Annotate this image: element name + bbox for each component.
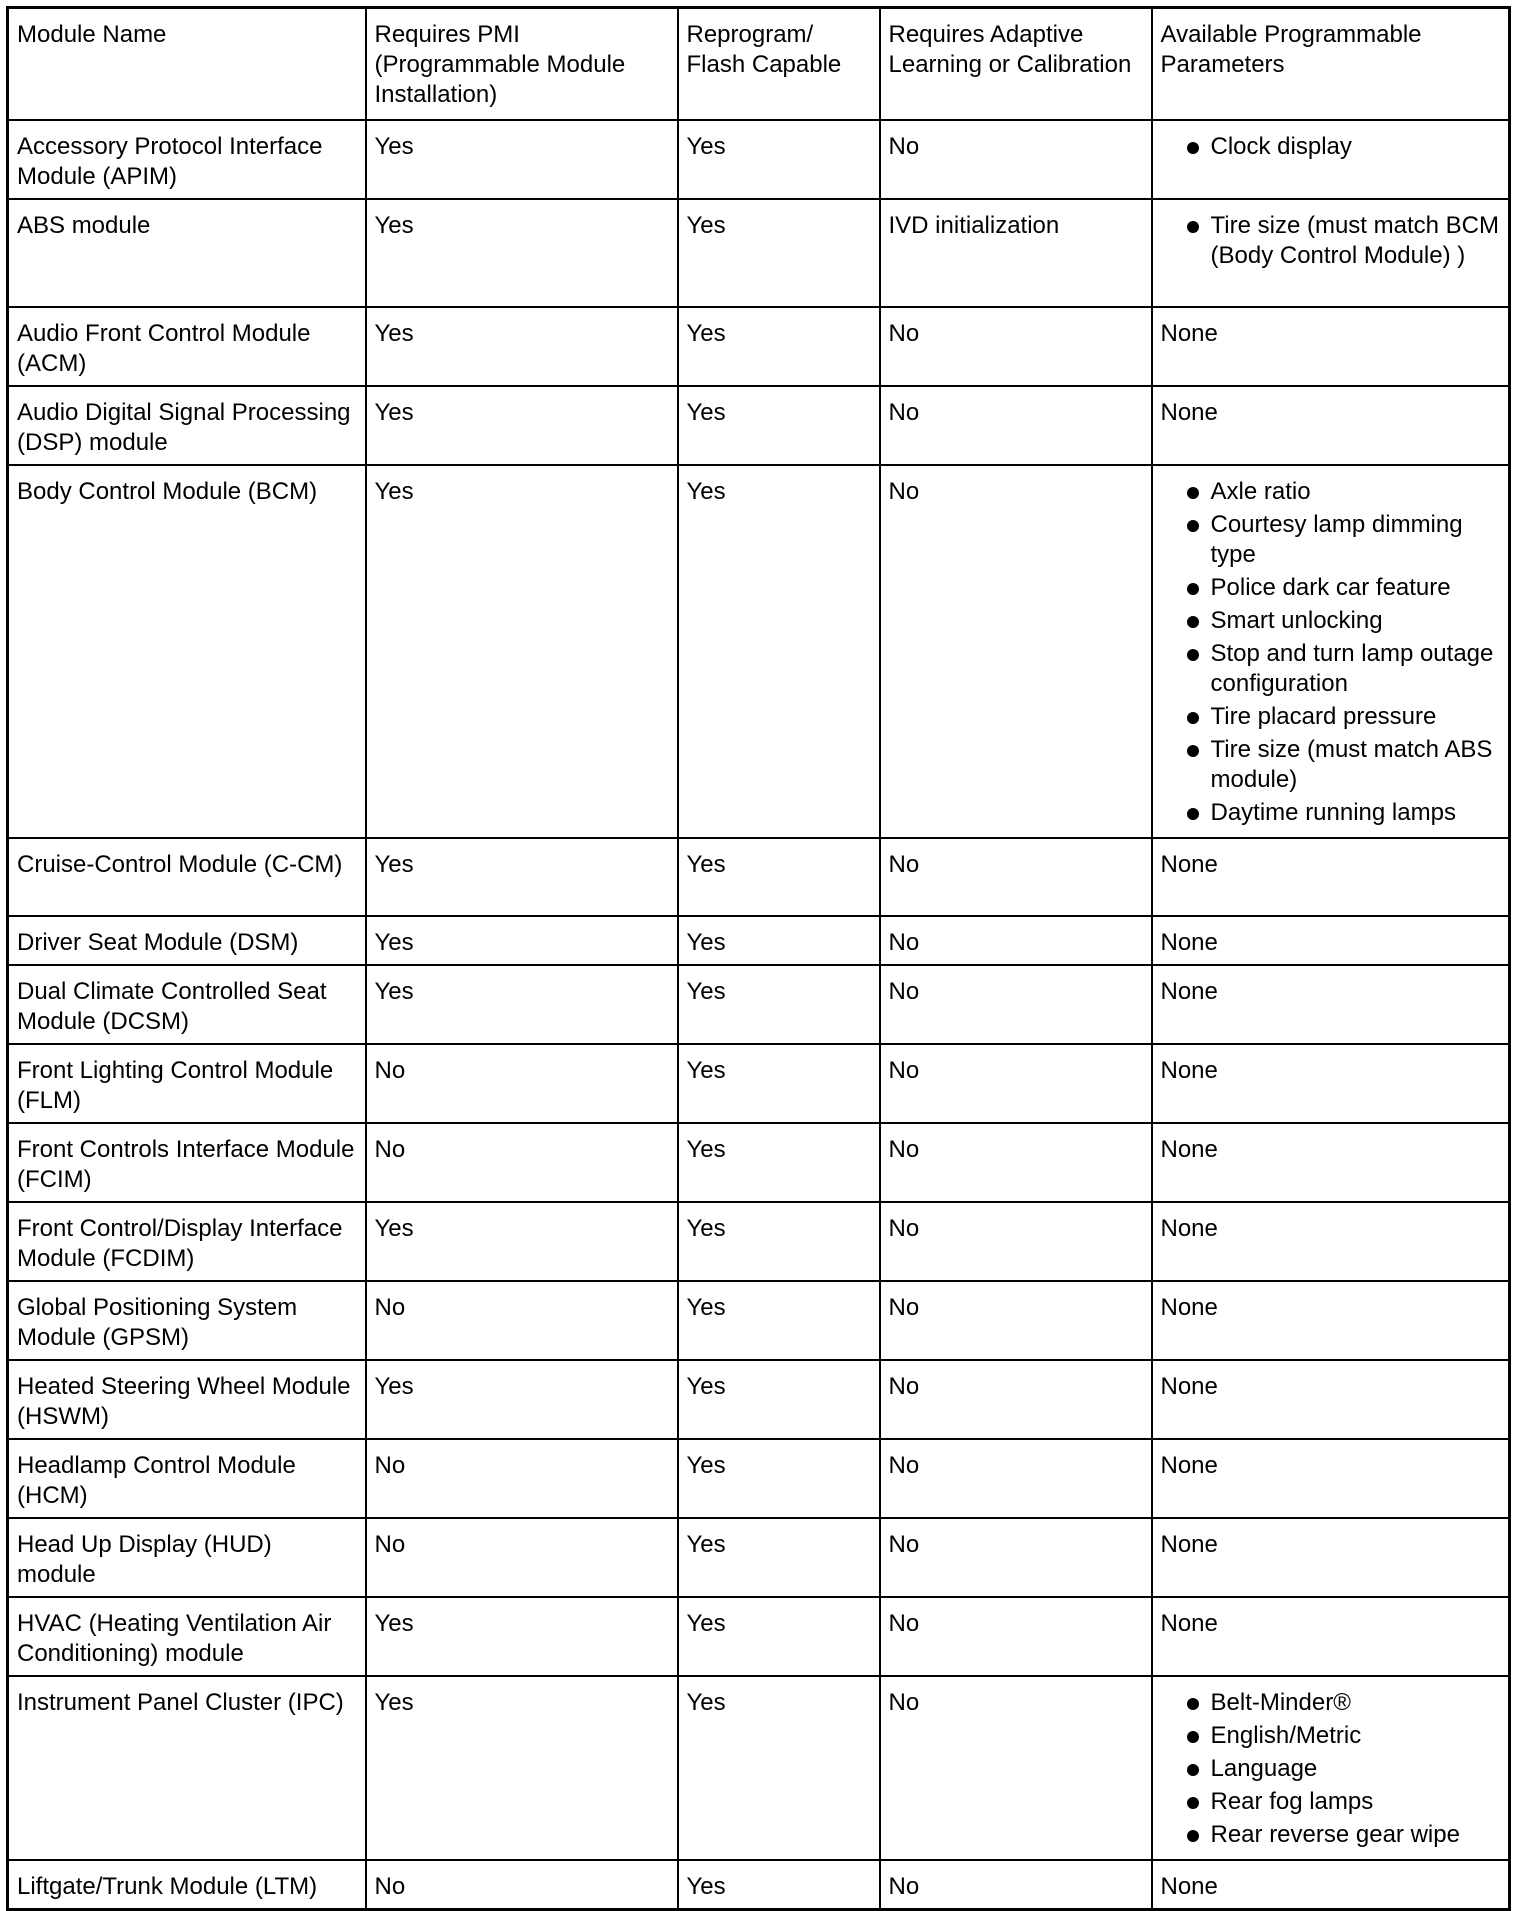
flash-capable-cell: Yes [678,465,880,838]
adaptive-learning-cell: IVD initialization [880,199,1152,307]
module-name-cell: Headlamp Control Module (HCM) [8,1439,366,1518]
table-row [8,307,1510,386]
adaptive-learning-cell: No [880,1281,1152,1360]
module-name-cell: Front Controls Interface Module (FCIM) [8,1123,366,1202]
requires-pmi-cell: Yes [366,465,678,838]
adaptive-learning-cell: No [880,1360,1152,1439]
module-name-cell: Front Control/Display Interface Module (FCDIM) [8,1202,366,1281]
parameter-list-item: Rear reverse gear wipe [1161,1820,1501,1850]
adaptive-learning-cell: No [880,1202,1152,1281]
requires-pmi-cell: Yes [366,120,678,199]
flash-capable-cell: Yes [678,120,880,199]
header-module-name: Module Name [8,8,366,120]
module-name-cell: ABS module [8,199,366,307]
table-row [8,916,1510,965]
programmable-parameters-cell [1152,120,1510,199]
requires-pmi-cell: No [366,1860,678,1910]
flash-capable-cell: Yes [678,916,880,965]
module-name-cell: Body Control Module (BCM) [8,465,366,838]
parameter-list-item: Belt-Minder® [1161,1688,1501,1718]
parameter-list [1161,1688,1501,1850]
parameter-list-item: English/Metric [1161,1721,1501,1751]
programmable-parameters-cell: None [1152,838,1510,916]
requires-pmi-cell: No [366,1439,678,1518]
requires-pmi-cell: Yes [366,1360,678,1439]
table-header-row [8,8,1510,120]
flash-capable-cell: Yes [678,1860,880,1910]
table-row [8,1676,1510,1860]
table-row [8,1202,1510,1281]
programmable-parameters-cell: None [1152,1597,1510,1676]
module-name-cell: Liftgate/Trunk Module (LTM) [8,1860,366,1910]
flash-capable-cell: Yes [678,1202,880,1281]
table-row [8,1597,1510,1676]
module-table [6,6,1511,1911]
module-name-cell: Cruise-Control Module (C-CM) [8,838,366,916]
header-adaptive-learning: Requires Adaptive Learning or Calibration [880,8,1152,120]
flash-capable-cell: Yes [678,1360,880,1439]
table-row [8,838,1510,916]
module-name-cell: Dual Climate Controlled Seat Module (DCSM) [8,965,366,1044]
adaptive-learning-cell: No [880,916,1152,965]
header-requires-pmi: Requires PMI (Programmable Module Installation) [366,8,678,120]
requires-pmi-cell: Yes [366,838,678,916]
parameter-list [1161,477,1501,828]
table-row [8,120,1510,199]
parameter-list [1161,211,1501,271]
flash-capable-cell: Yes [678,1597,880,1676]
programmable-parameters-cell: None [1152,1518,1510,1597]
flash-capable-cell: Yes [678,1281,880,1360]
adaptive-learning-cell: No [880,1860,1152,1910]
parameter-list-item: Smart unlocking [1161,606,1501,636]
table-row [8,386,1510,465]
programmable-parameters-cell: None [1152,1360,1510,1439]
adaptive-learning-cell: No [880,1439,1152,1518]
table-row [8,1044,1510,1123]
programmable-parameters-cell [1152,465,1510,838]
programmable-parameters-cell [1152,1676,1510,1860]
table-row [8,965,1510,1044]
flash-capable-cell: Yes [678,1044,880,1123]
requires-pmi-cell: Yes [366,1597,678,1676]
parameter-list-item: Stop and turn lamp outage configuration [1161,639,1501,699]
parameter-list-item: Clock display [1161,132,1501,162]
flash-capable-cell: Yes [678,199,880,307]
table-row [8,199,1510,307]
parameter-list-item: Tire placard pressure [1161,702,1501,732]
adaptive-learning-cell: No [880,1597,1152,1676]
programmable-parameters-cell: None [1152,1439,1510,1518]
module-name-cell: Global Positioning System Module (GPSM) [8,1281,366,1360]
adaptive-learning-cell: No [880,465,1152,838]
parameter-list-item: Tire size (must match BCM (Body Control Module) ) [1161,211,1501,271]
module-name-cell: Front Lighting Control Module (FLM) [8,1044,366,1123]
requires-pmi-cell: No [366,1518,678,1597]
module-name-cell: Head Up Display (HUD) module [8,1518,366,1597]
parameter-list-item: Language [1161,1754,1501,1784]
header-flash-capable: Reprogram/ Flash Capable [678,8,880,120]
module-name-cell: HVAC (Heating Ventilation Air Conditioning) module [8,1597,366,1676]
table-body [8,120,1510,1910]
table-row [8,1860,1510,1910]
requires-pmi-cell: No [366,1281,678,1360]
table-row [8,1518,1510,1597]
parameter-list-item: Daytime running lamps [1161,798,1501,828]
programmable-parameters-cell: None [1152,916,1510,965]
requires-pmi-cell: Yes [366,386,678,465]
flash-capable-cell: Yes [678,965,880,1044]
module-name-cell: Audio Digital Signal Processing (DSP) module [8,386,366,465]
adaptive-learning-cell: No [880,838,1152,916]
header-programmable-parameters: Available Programmable Parameters [1152,8,1510,120]
table-row [8,1439,1510,1518]
requires-pmi-cell: No [366,1123,678,1202]
programmable-parameters-cell: None [1152,307,1510,386]
document-page [6,6,1508,1911]
flash-capable-cell: Yes [678,1676,880,1860]
table-row [8,1281,1510,1360]
parameter-list-item: Axle ratio [1161,477,1501,507]
programmable-parameters-cell: None [1152,1123,1510,1202]
module-name-cell: Audio Front Control Module (ACM) [8,307,366,386]
parameter-list-item: Courtesy lamp dimming type [1161,510,1501,570]
module-name-cell: Instrument Panel Cluster (IPC) [8,1676,366,1860]
requires-pmi-cell: Yes [366,1676,678,1860]
flash-capable-cell: Yes [678,1123,880,1202]
adaptive-learning-cell: No [880,1518,1152,1597]
module-name-cell: Accessory Protocol Interface Module (APIM) [8,120,366,199]
programmable-parameters-cell: None [1152,1860,1510,1910]
adaptive-learning-cell: No [880,1044,1152,1123]
adaptive-learning-cell: No [880,965,1152,1044]
parameter-list-item: Rear fog lamps [1161,1787,1501,1817]
programmable-parameters-cell: None [1152,1281,1510,1360]
requires-pmi-cell: Yes [366,307,678,386]
flash-capable-cell: Yes [678,307,880,386]
adaptive-learning-cell: No [880,307,1152,386]
programmable-parameters-cell: None [1152,965,1510,1044]
programmable-parameters-cell [1152,199,1510,307]
programmable-parameters-cell: None [1152,1044,1510,1123]
parameter-list [1161,132,1501,162]
requires-pmi-cell: Yes [366,916,678,965]
flash-capable-cell: Yes [678,838,880,916]
requires-pmi-cell: Yes [366,199,678,307]
adaptive-learning-cell: No [880,1123,1152,1202]
parameter-list-item: Police dark car feature [1161,573,1501,603]
table-row [8,1123,1510,1202]
adaptive-learning-cell: No [880,120,1152,199]
flash-capable-cell: Yes [678,1439,880,1518]
module-name-cell: Driver Seat Module (DSM) [8,916,366,965]
requires-pmi-cell: Yes [366,1202,678,1281]
table-row [8,465,1510,838]
programmable-parameters-cell: None [1152,386,1510,465]
adaptive-learning-cell: No [880,386,1152,465]
parameter-list-item: Tire size (must match ABS module) [1161,735,1501,795]
adaptive-learning-cell: No [880,1676,1152,1860]
table-row [8,1360,1510,1439]
flash-capable-cell: Yes [678,386,880,465]
requires-pmi-cell: No [366,1044,678,1123]
programmable-parameters-cell: None [1152,1202,1510,1281]
requires-pmi-cell: Yes [366,965,678,1044]
module-name-cell: Heated Steering Wheel Module (HSWM) [8,1360,366,1439]
flash-capable-cell: Yes [678,1518,880,1597]
